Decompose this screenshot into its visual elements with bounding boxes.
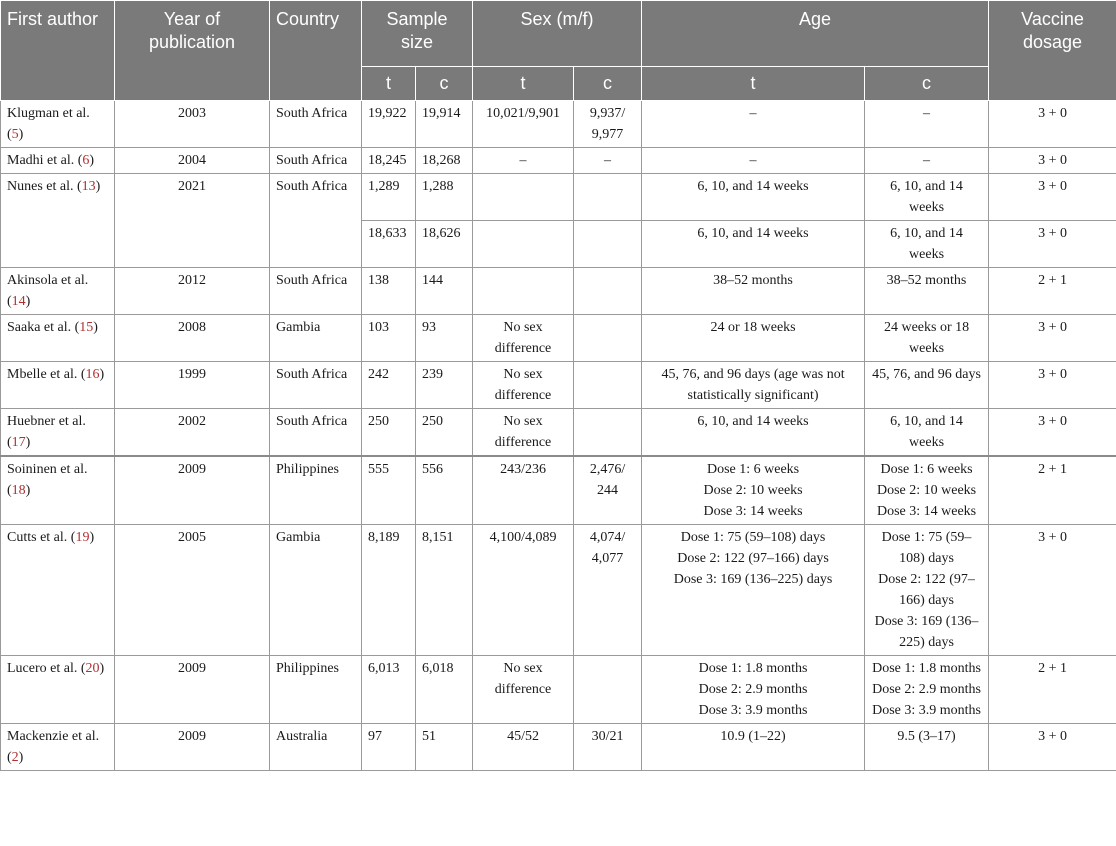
cell-age-c: 6, 10, and 14 weeks — [865, 174, 989, 221]
cell-age-c: Dose 1: 75 (59–108) days Dose 2: 122 (97–166) days Dose 3: 169 (136–225) days — [865, 525, 989, 656]
table-row — [1, 268, 1116, 315]
author-suffix: ) — [99, 367, 105, 382]
table-row — [1, 174, 1116, 221]
cell-first-author — [1, 525, 115, 656]
author-suffix: ) — [95, 179, 101, 194]
cell-vaccine-dosage: 2 + 1 — [989, 456, 1116, 525]
cell-age-t: 38–52 months — [642, 268, 865, 315]
cell-sample-c: 51 — [416, 724, 473, 771]
cell-country: South Africa — [270, 148, 362, 174]
table-row — [1, 315, 1116, 362]
cell-sample-c: 144 — [416, 268, 473, 315]
header-first-author: First author — [1, 1, 115, 101]
cell-vaccine-dosage: 3 + 0 — [989, 174, 1116, 221]
cell-sex-t: No sex difference — [473, 362, 574, 409]
cell-sample-c: 250 — [416, 409, 473, 457]
cell-age-c: Dose 1: 1.8 months Dose 2: 2.9 months Dose 3: 3.9 months — [865, 656, 989, 724]
author-name: Klugman et al. ( — [7, 106, 90, 142]
cell-sex-t: 10,021/9,901 — [473, 101, 574, 148]
reference-link[interactable]: 6 — [82, 153, 90, 168]
author-suffix: ) — [93, 320, 98, 335]
cell-vaccine-dosage: 3 + 0 — [989, 362, 1116, 409]
cell-sample-c: 8,151 — [416, 525, 473, 656]
cell-sample-t: 6,013 — [362, 656, 416, 724]
author-name: Soininen et al. ( — [7, 462, 88, 498]
cell-sample-t: 242 — [362, 362, 416, 409]
cell-vaccine-dosage: 3 + 0 — [989, 409, 1116, 457]
table-row — [1, 456, 1116, 525]
cell-age-c: 6, 10, and 14 weeks — [865, 221, 989, 268]
cell-sex-t: 45/52 — [473, 724, 574, 771]
header-sample-size: Sample size — [362, 1, 473, 67]
cell-first-author — [1, 362, 115, 409]
cell-sample-c: 18,268 — [416, 148, 473, 174]
cell-country: Gambia — [270, 315, 362, 362]
cell-sample-t: 138 — [362, 268, 416, 315]
cell-sex-t — [473, 268, 574, 315]
author-name: Huebner et al. ( — [7, 414, 86, 450]
cell-sample-c: 18,626 — [416, 221, 473, 268]
cell-sex-c — [574, 362, 642, 409]
cell-vaccine-dosage: 3 + 0 — [989, 724, 1116, 771]
table-row — [1, 362, 1116, 409]
cell-sample-c: 19,914 — [416, 101, 473, 148]
cell-year: 2012 — [115, 268, 270, 315]
cell-sample-c: 239 — [416, 362, 473, 409]
cell-sample-t: 18,245 — [362, 148, 416, 174]
cell-age-c: 6, 10, and 14 weeks — [865, 409, 989, 457]
cell-age-t: – — [642, 101, 865, 148]
subheader-age-t: t — [642, 67, 865, 101]
cell-sex-t: No sex difference — [473, 656, 574, 724]
cell-age-t: Dose 1: 1.8 months Dose 2: 2.9 months Dose 3: 3.9 months — [642, 656, 865, 724]
cell-year: 2009 — [115, 656, 270, 724]
author-name: Cutts et al. ( — [7, 530, 76, 545]
cell-age-t: 24 or 18 weeks — [642, 315, 865, 362]
cell-first-author — [1, 101, 115, 148]
author-suffix: ) — [89, 153, 95, 168]
reference-link[interactable]: 13 — [81, 179, 96, 194]
cell-year: 2009 — [115, 724, 270, 771]
reference-link[interactable]: 16 — [85, 367, 100, 382]
subheader-sample-c: c — [416, 67, 473, 101]
author-suffix: ) — [89, 530, 95, 545]
cell-sex-c — [574, 268, 642, 315]
cell-country: South Africa — [270, 174, 362, 268]
table-row — [1, 101, 1116, 148]
cell-age-t: 10.9 (1–22) — [642, 724, 865, 771]
author-suffix: ) — [25, 435, 31, 450]
cell-sex-t: 243/236 — [473, 456, 574, 525]
cell-sex-c — [574, 174, 642, 221]
table-row — [1, 724, 1116, 771]
cell-year: 2002 — [115, 409, 270, 457]
subheader-sex-c: c — [574, 67, 642, 101]
cell-country: South Africa — [270, 101, 362, 148]
reference-link[interactable]: 20 — [85, 661, 100, 676]
cell-age-t: 6, 10, and 14 weeks — [642, 409, 865, 457]
header-year: Year of publication — [115, 1, 270, 101]
cell-sample-c: 93 — [416, 315, 473, 362]
cell-year: 2004 — [115, 148, 270, 174]
cell-first-author — [1, 456, 115, 525]
reference-link[interactable]: 17 — [11, 435, 26, 450]
cell-age-c: 24 weeks or 18 weeks — [865, 315, 989, 362]
cell-sample-t: 97 — [362, 724, 416, 771]
cell-age-t: – — [642, 148, 865, 174]
header-vaccine-dosage: Vaccine dosage — [989, 1, 1116, 101]
cell-age-c: Dose 1: 6 weeks Dose 2: 10 weeks Dose 3: 14 weeks — [865, 456, 989, 525]
header-age: Age — [642, 1, 989, 67]
subheader-age-c: c — [865, 67, 989, 101]
cell-age-c: 45, 76, and 96 days — [865, 362, 989, 409]
reference-link[interactable]: 15 — [79, 320, 94, 335]
cell-sex-t: 4,100/4,089 — [473, 525, 574, 656]
author-name: Akinsola et al. ( — [7, 273, 89, 309]
cell-country: Australia — [270, 724, 362, 771]
cell-country: South Africa — [270, 409, 362, 457]
cell-sample-c: 1,288 — [416, 174, 473, 221]
cell-sex-c — [574, 221, 642, 268]
reference-link[interactable]: 14 — [11, 294, 26, 309]
cell-first-author — [1, 656, 115, 724]
author-name: Nunes et al. ( — [7, 179, 82, 194]
cell-age-c: 9.5 (3–17) — [865, 724, 989, 771]
cell-age-t: 6, 10, and 14 weeks — [642, 174, 865, 221]
cell-sample-t: 8,189 — [362, 525, 416, 656]
cell-sample-c: 6,018 — [416, 656, 473, 724]
cell-year: 2009 — [115, 456, 270, 525]
cell-sample-t: 19,922 — [362, 101, 416, 148]
cell-year: 2021 — [115, 174, 270, 268]
cell-sex-c: – — [574, 148, 642, 174]
cell-vaccine-dosage: 2 + 1 — [989, 268, 1116, 315]
cell-year: 2005 — [115, 525, 270, 656]
cell-sample-t: 555 — [362, 456, 416, 525]
cell-first-author — [1, 409, 115, 457]
cell-sample-c: 556 — [416, 456, 473, 525]
cell-first-author — [1, 148, 115, 174]
cell-first-author — [1, 724, 115, 771]
cell-sample-t: 1,289 — [362, 174, 416, 221]
author-suffix: ) — [99, 661, 105, 676]
table-body — [1, 101, 1116, 771]
cell-vaccine-dosage: 3 + 0 — [989, 525, 1116, 656]
cell-sex-t: No sex difference — [473, 409, 574, 457]
reference-link[interactable]: 19 — [75, 530, 90, 545]
author-suffix: ) — [18, 750, 24, 765]
reference-link[interactable]: 2 — [11, 750, 19, 765]
header-sex: Sex (m/f) — [473, 1, 642, 67]
author-name: Mbelle et al. ( — [7, 367, 86, 382]
cell-country: South Africa — [270, 362, 362, 409]
cell-first-author — [1, 315, 115, 362]
author-suffix: ) — [18, 127, 24, 142]
cell-age-c: – — [865, 101, 989, 148]
cell-first-author — [1, 174, 115, 268]
cell-year: 2003 — [115, 101, 270, 148]
cell-sample-t: 250 — [362, 409, 416, 457]
cell-country: South Africa — [270, 268, 362, 315]
cell-age-c: 38–52 months — [865, 268, 989, 315]
header-country: Country — [270, 1, 362, 101]
cell-vaccine-dosage: 3 + 0 — [989, 148, 1116, 174]
cell-age-t: 6, 10, and 14 weeks — [642, 221, 865, 268]
cell-sex-c: 30/21 — [574, 724, 642, 771]
cell-country: Philippines — [270, 656, 362, 724]
cell-sample-t: 18,633 — [362, 221, 416, 268]
cell-year: 2008 — [115, 315, 270, 362]
cell-age-c: – — [865, 148, 989, 174]
cell-age-t: Dose 1: 75 (59–108) days Dose 2: 122 (97–166) days Dose 3: 169 (136–225) days — [642, 525, 865, 656]
cell-vaccine-dosage: 3 + 0 — [989, 101, 1116, 148]
author-name: Lucero et al. ( — [7, 661, 86, 676]
author-suffix: ) — [25, 294, 31, 309]
cell-vaccine-dosage: 2 + 1 — [989, 656, 1116, 724]
cell-sex-c — [574, 315, 642, 362]
table-row — [1, 148, 1116, 174]
cell-sex-c: 9,937/ 9,977 — [574, 101, 642, 148]
author-suffix: ) — [25, 483, 31, 498]
cell-sex-t — [473, 174, 574, 221]
author-name: Mackenzie et al. ( — [7, 729, 100, 765]
cell-age-t: 45, 76, and 96 days (age was not statistically significant) — [642, 362, 865, 409]
cell-sex-c: 4,074/ 4,077 — [574, 525, 642, 656]
table-row — [1, 409, 1116, 457]
subheader-sex-t: t — [473, 67, 574, 101]
cell-year: 1999 — [115, 362, 270, 409]
author-name: Saaka et al. ( — [7, 320, 80, 335]
cell-vaccine-dosage: 3 + 0 — [989, 221, 1116, 268]
subheader-sample-t: t — [362, 67, 416, 101]
cell-sex-t: No sex difference — [473, 315, 574, 362]
cell-sex-c: 2,476/ 244 — [574, 456, 642, 525]
cell-sample-t: 103 — [362, 315, 416, 362]
reference-link[interactable]: 18 — [11, 483, 26, 498]
reference-link[interactable]: 5 — [11, 127, 19, 142]
cell-country: Philippines — [270, 456, 362, 525]
cell-sex-t: – — [473, 148, 574, 174]
author-name: Madhi et al. ( — [7, 153, 83, 168]
cell-sex-c — [574, 409, 642, 457]
cell-vaccine-dosage: 3 + 0 — [989, 315, 1116, 362]
cell-sex-c — [574, 656, 642, 724]
table-row — [1, 525, 1116, 656]
cell-sex-t — [473, 221, 574, 268]
table-row — [1, 656, 1116, 724]
cell-first-author — [1, 268, 115, 315]
cell-country: Gambia — [270, 525, 362, 656]
cell-age-t: Dose 1: 6 weeks Dose 2: 10 weeks Dose 3: 14 weeks — [642, 456, 865, 525]
